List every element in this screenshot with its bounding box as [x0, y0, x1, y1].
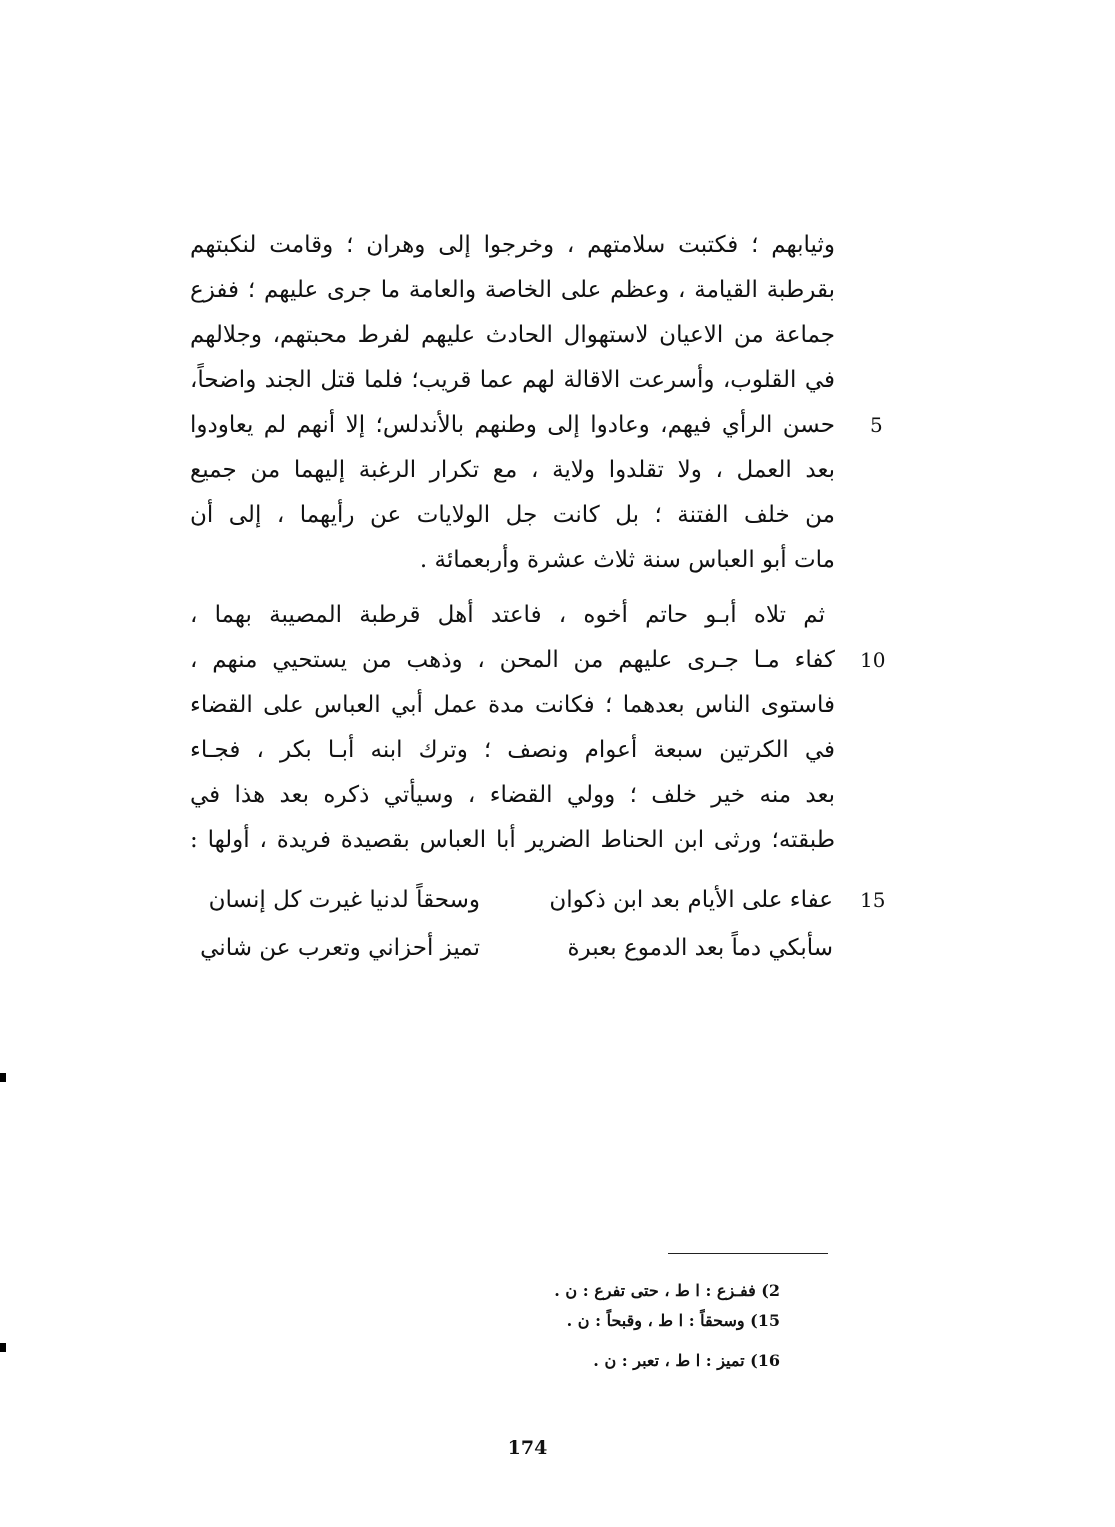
scan-mark: [0, 1343, 6, 1352]
text-line: كفاء مـا جـرى عليهم من المحن ، وذهب من يستحيي منهم ،: [190, 647, 835, 673]
footnote-divider: [668, 1253, 828, 1254]
footnote: 15) وسحقاً : ا ط ، وقبحاً : ن .: [566, 1311, 780, 1330]
text-line: طبقته؛ ورثى ابن الحناط الضرير أبا العباس بقصيدة فريدة ، أولها :: [190, 827, 835, 853]
text-line: بقرطبة القيامة ، وعظم على الخاصة والعامة ما جرى عليهم ؛ ففزع: [190, 277, 835, 303]
text-line: من خلف الفتنة ؛ بل كانت جل الولايات عن رأيهما ، إلى أن: [190, 502, 835, 528]
verse-first-hemistich: سأبكي دماً بعد الدموع بعبرة: [567, 935, 833, 961]
verse-second-hemistich: تميز أحزاني وتعرب عن شاني: [200, 935, 480, 961]
line-number: 10: [860, 648, 886, 672]
verse-first-hemistich: عفاء على الأيام بعد ابن ذكوان: [549, 887, 833, 913]
text-line: بعد العمل ، ولا تقلدوا ولاية ، مع تكرار الرغبة إليهما من جميع: [190, 457, 835, 483]
line-number: 15: [860, 888, 886, 912]
text-line: ثم تلاه أبـو حاتم أخوه ، فاعتد أهل قرطبة المصيبة بهما ،: [190, 602, 825, 628]
text-line: جماعة من الاعيان لاستهوال الحادث عليهم لفرط محبتهم، وجلالهم: [190, 322, 835, 348]
text-line: فاستوى الناس بعدهما ؛ فكانت مدة عمل أبي العباس على القضاء: [190, 692, 835, 718]
footnote: 16) تميز : ا ط ، تعبر : ن .: [593, 1351, 780, 1370]
scan-mark: [0, 1073, 6, 1082]
text-line: حسن الرأي فيهم، وعادوا إلى وطنهم بالأندلس؛ إلا أنهم لم يعاودوا: [190, 412, 835, 438]
text-line: في الكرتين سبعة أعوام ونصف ؛ وترك ابنه أبـا بكر ، فجـاء: [190, 737, 835, 763]
text-line: مات أبو العباس سنة ثلاث عشرة وأربعمائة .: [419, 547, 835, 573]
footnote: 2) ففـزع : ا ط ، حتى تفرع : ن .: [554, 1281, 780, 1300]
line-number: 5: [870, 413, 883, 437]
verse-second-hemistich: وسحقاً لدنيا غيرت كل إنسان: [208, 887, 480, 913]
page-number: 174: [507, 1437, 548, 1459]
text-line: وثيابهم ؛ فكتبت سلامتهم ، وخرجوا إلى وهران ؛ وقامت لنكبتهم: [190, 232, 835, 258]
text-line: في القلوب، وأسرعت الاقالة لهم عما قريب؛ فلما قتل الجند واضحاً،: [190, 367, 835, 393]
text-line: بعد منه خير خلف ؛ وولي القضاء ، وسيأتي ذكره بعد هذا في: [190, 782, 835, 808]
